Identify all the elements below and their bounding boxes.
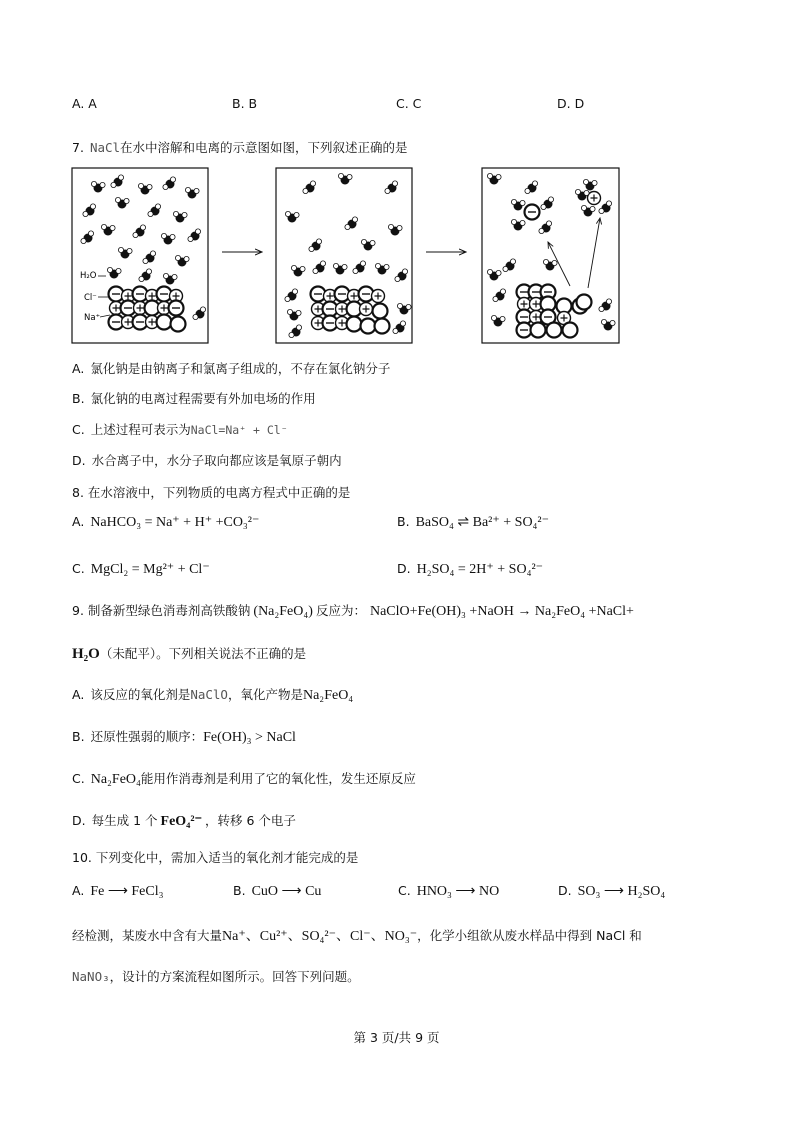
passage-ions: Na⁺、Cu²⁺、SO₄²⁻、Cl⁻、NO₃⁻	[222, 929, 418, 944]
q7-option-b: B. 氯化钠的电离过程需要有外加电场的作用	[72, 391, 316, 406]
q6-option-a: A. A	[72, 96, 97, 111]
q7-c-formula: NaCl=Na⁺ + Cl⁻	[190, 423, 288, 437]
q8-option-b: B. BaSO₄ ⇌ Ba²⁺ + SO₄²⁻	[397, 514, 550, 530]
q9-option-d: D. 每生成 1 个 FeO₄²⁻ ，转移 6 个电子	[72, 813, 296, 829]
q10-option-d: D. SO₃ ⟶ H₂SO₄	[558, 883, 666, 899]
q9-stem: 9. 制备新型绿色消毒剂高铁酸钠 (Na₂FeO₄) 反应为： NaClO+Fe(OH)₃ +NaOH → Na₂FeO₄ +NaCl+	[72, 603, 634, 619]
q7-number: 7.	[72, 140, 84, 155]
q6-option-c: C. C	[396, 96, 422, 111]
q10-option-a: A. Fe ⟶ FeCl₃	[72, 883, 164, 899]
q6-option-d: D. D	[557, 96, 585, 111]
q9-product-formula: (Na₂FeO₄)	[253, 604, 313, 619]
page-footer: 第 3 页/共 9 页	[353, 1030, 440, 1045]
q8-option-c: C. MgCl₂ = Mg²⁺ + Cl⁻	[72, 561, 210, 577]
label-sodium: Na⁺	[84, 313, 101, 323]
q10-stem: 10. 下列变化中，需加入适当的氧化剂才能完成的是	[72, 850, 359, 865]
nacl-dissolution-diagram	[70, 166, 690, 348]
label-water: H₂O	[80, 271, 97, 281]
q7-option-a: A. 氯化钠是由钠离子和氯离子组成的，不存在氯化钠分子	[72, 361, 391, 376]
q10-option-c: C. HNO₃ ⟶ NO	[398, 883, 500, 899]
q8-stem: 8. 在水溶液中，下列物质的电离方程式中正确的是	[72, 485, 351, 500]
q10-option-b: B. CuO ⟶ Cu	[233, 883, 322, 899]
q7-option-c: C. 上述过程可表示为 NaCl=Na⁺ + Cl⁻	[72, 422, 288, 437]
q7-formula: NaCl	[89, 140, 121, 155]
q7-option-d: D. 水合离子中，水分子取向都应该是氧原子朝内	[72, 453, 342, 468]
q7-stem	[72, 138, 408, 156]
q9-option-c: C. Na₂FeO₄ 能用作消毒剂是利用了它的氧化性，发生还原反应	[72, 771, 416, 787]
passage-line-2: NaNO₃ ，设计的方案流程如图所示。回答下列问题。	[72, 969, 360, 984]
q8-option-a: A. NaHCO₃ = Na⁺ + H⁺ +CO₃²⁻	[72, 514, 260, 530]
q9-option-a: A. 该反应的氧化剂是 NaClO ，氧化产物是 Na₂FeO₄	[72, 687, 354, 703]
q7-stem-text: 在水中溶解和电离的示意图如图，下列叙述正确的是	[120, 140, 408, 155]
q8-option-d: D. H₂SO₄ = 2H⁺ + SO₄²⁻	[397, 561, 544, 577]
q9-equation: NaClO+Fe(OH)₃ +NaOH → Na₂FeO₄ +NaCl+	[369, 604, 634, 619]
q9-option-b: B. 还原性强弱的顺序： Fe(OH)₃ > NaCl	[72, 729, 296, 745]
q9-stem-line2: H₂O （未配平）。下列相关说法不正确的是	[72, 646, 307, 662]
label-chloride: Cl⁻	[84, 293, 97, 303]
passage-line-1: 经检测，某废水中含有大量 Na⁺、Cu²⁺、SO₄²⁻、Cl⁻、NO₃⁻ ，化学小组欲从废水样品中得到 NaCl 和	[72, 925, 642, 945]
q6-option-b: B. B	[232, 96, 258, 111]
